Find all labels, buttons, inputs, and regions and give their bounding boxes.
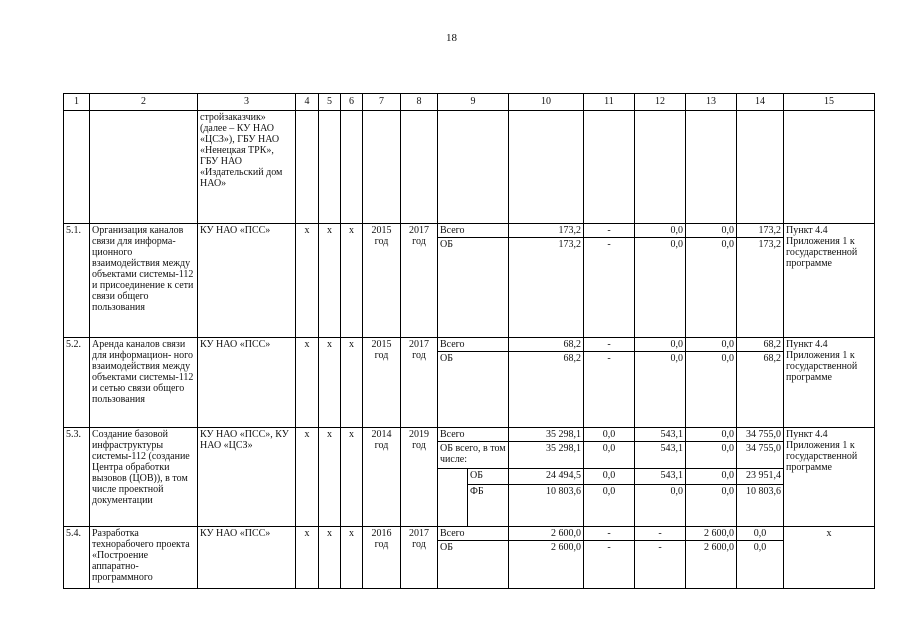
table-row: ОБ 2 600,0 - - 2 600,0 0,0 [64, 541, 875, 589]
end-year: 2017 год [401, 527, 438, 589]
table-row: ОБ всего, в том числе: 35 298,1 0,0 543,1 0,0 34 755,0 [64, 442, 875, 469]
table-row: 5.1. Организация каналов связи для информа- ционного взаимодействия между объектами системы-112 и присоединение к сети связи общего пользования КУ НАО «ПСС» х х х 2015 год 2017 год Всего 173,2 - 0,0 0,0 173,2 Пункт 4.4 Приложения 1 к государственной программе [64, 224, 875, 238]
fin-source: Всего [438, 428, 509, 442]
fin-source: ОБ [438, 238, 509, 338]
fin-source: Всего [438, 338, 509, 352]
executor-cell: КУ НАО «ПСС» [198, 338, 296, 428]
end-year: 2017 год [401, 224, 438, 338]
col-header: 8 [401, 94, 438, 111]
note-cell: Пункт 4.4 Приложения 1 к государственной программе [784, 224, 875, 338]
executor-cell: КУ НАО «ПСС» [198, 527, 296, 589]
executor-cell: стройзаказчик» (далее – КУ НАО «ЦСЗ»), ГБУ НАО «Ненецкая ТРК», ГБУ НАО «Издательский дом НАО» [198, 111, 296, 224]
table-row: ФБ 10 803,6 0,0 0,0 0,0 10 803,6 [64, 485, 875, 527]
fin-source: ОБ всего, в том числе: [438, 442, 509, 469]
fin-source: ОБ [438, 352, 509, 428]
executor-cell: КУ НАО «ПСС», КУ НАО «ЦСЗ» [198, 428, 296, 527]
table-row: 5.3. Создание базовой инфраструктуры системы-112 (создание Центра обработки вызовов (ЦОВ)), в том числе проектной документации КУ НАО «ПСС», КУ НАО «ЦСЗ» х х х 2014 год 2019 год Всего 35 298,1 0,0 543,1 0,0 34 755,0 Пункт 4.4 Приложения 1 к государственной программе [64, 428, 875, 442]
row-number: 5.4. [64, 527, 90, 589]
col-header: 9 [438, 94, 509, 111]
fin-source: ОБ [468, 469, 509, 485]
col-header: 2 [90, 94, 198, 111]
row-number: 5.3. [64, 428, 90, 527]
col-header: 5 [319, 94, 341, 111]
executor-cell: КУ НАО «ПСС» [198, 224, 296, 338]
table-row: ОБ 173,2 - 0,0 0,0 173,2 [64, 238, 875, 338]
end-year: 2017 год [401, 338, 438, 428]
col-header: 4 [296, 94, 319, 111]
note-cell: х [784, 527, 875, 589]
col-header: 11 [584, 94, 635, 111]
note-cell: Пункт 4.4 Приложения 1 к государственной программе [784, 428, 875, 527]
page-number: 18 [446, 32, 457, 44]
start-year: 2016 год [363, 527, 401, 589]
col-header: 3 [198, 94, 296, 111]
col-header: 7 [363, 94, 401, 111]
col-header: 13 [686, 94, 737, 111]
col-header: 6 [341, 94, 363, 111]
measure-name: Создание базовой инфраструктуры системы-112 (создание Центра обработки вызовов (ЦОВ)), в том числе проектной документации [90, 428, 198, 527]
start-year: 2015 год [363, 224, 401, 338]
col-header: 10 [509, 94, 584, 111]
row-number: 5.2. [64, 338, 90, 428]
end-year: 2019 год [401, 428, 438, 527]
measure-name: Разработка технорабочего проекта «Построение аппаратно- программного [90, 527, 198, 589]
col-header: 14 [737, 94, 784, 111]
note-cell: Пункт 4.4 Приложения 1 к государственной программе [784, 338, 875, 428]
col-header: 1 [64, 94, 90, 111]
start-year: 2015 год [363, 338, 401, 428]
measure-name: Аренда каналов связи для информацион- ного взаимодействия между объектами системы-112 и сетью связи общего пользования [90, 338, 198, 428]
fin-source: Всего [438, 224, 509, 238]
table-row: 5.2. Аренда каналов связи для информацион- ного взаимодействия между объектами системы-112 и сетью связи общего пользования КУ НАО «ПСС» х х х 2015 год 2017 год Всего 68,2 - 0,0 0,0 68,2 Пункт 4.4 Приложения 1 к государственной программе [64, 338, 875, 352]
row-number: 5.1. [64, 224, 90, 338]
col-header: 12 [635, 94, 686, 111]
table-row: ОБ 68,2 - 0,0 0,0 68,2 [64, 352, 875, 428]
program-table [63, 93, 875, 589]
header-row [64, 94, 875, 111]
table-row: 5.4. Разработка технорабочего проекта «Построение аппаратно- программного КУ НАО «ПСС» х х х 2016 год 2017 год Всего 2 600,0 - - 2 600,0 0,0 х [64, 527, 875, 541]
fin-source: Всего [438, 527, 509, 541]
measure-name: Организация каналов связи для информа- ционного взаимодействия между объектами системы-112 и присоединение к сети связи общего пользования [90, 224, 198, 338]
col-header: 15 [784, 94, 875, 111]
table-row: ОБ 24 494,5 0,0 543,1 0,0 23 951,4 [64, 469, 875, 485]
table-row [64, 111, 875, 224]
fin-source: ОБ [438, 541, 509, 589]
start-year: 2014 год [363, 428, 401, 527]
fin-source: ФБ [468, 485, 509, 527]
